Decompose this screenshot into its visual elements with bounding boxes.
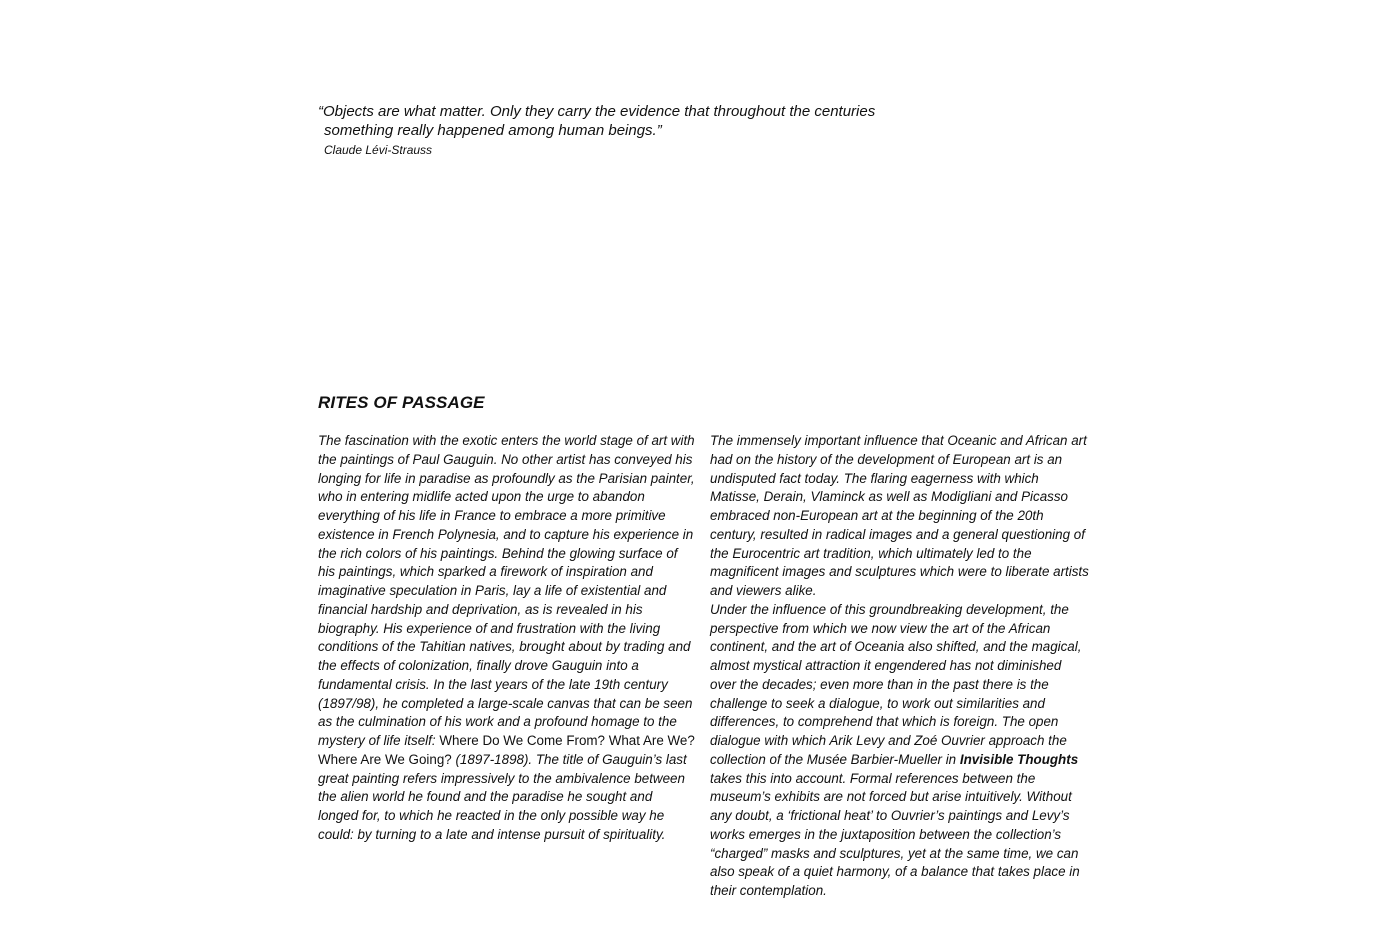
quote-text: “Objects are what matter. Only they carry the evidence that throughout the centuries something really happened among human beings.” <box>318 103 876 139</box>
left-paragraph-part-2: (1897-1898). The title of Gauguin’s last great painting refers impressively to the ambivalence between the alien world he found and the paradise he sought and longed for, to which he reacted in the only possible way he could: by turning to a late and intense pursuit of spirituality. <box>318 751 687 842</box>
section-title: RITES OF PASSAGE <box>318 393 485 412</box>
painting-title: Where Do We Come From? What Are We? Where Are We Going? <box>318 733 695 767</box>
quote-author: Claude Lévi-Strauss <box>324 143 433 157</box>
exhibition-title: Invisible Thoughts <box>959 751 1079 767</box>
right-paragraph-2 <box>710 601 1090 901</box>
left-paragraph <box>318 432 696 845</box>
right-paragraph-1: The immensely important influence that Oceanic and African art had on the history of the development of European art is an undisputed fact today. The flaring eagerness with which Matisse, Derain, Vlaminck as well as Modigliani and Picasso embraced non-European art at the beginning of the 20th century, resulted in radical images and a general questioning of the Eurocentric art tradition, which ultimately led to the magnificent images and sculptures which were to liberate artists and viewers alike. <box>710 433 1089 598</box>
left-paragraph-part-1: The fascination with the exotic enters the world stage of art with the paintings of Paul Gauguin. No other artist has conveyed his longing for life in paradise as profoundly as the Parisian painter, who in entering midlife acted upon the urge to abandon everything of his life in France to embrace a more primitive existence in French Polynesia, and to capture his experience in the rich colors of his paintings. Behind the glowing surface of his paintings, which sparked a firework of inspiration and imaginative speculation in Paris, lay a life of existential and financial hardship and deprivation, as is revealed in his biography. His experience of and frustration with the living conditions of the Tahitian natives, brought about by trading and the effects of colonization, finally drove Gauguin into a fundamental crisis. In the last years of the late 19th century (1897/98), he completed a large-scale canvas that can be seen as the culmination of his work and a profound homage to the mystery of life itself: <box>318 433 695 748</box>
right-paragraph-2-part-2: takes this into account. Formal references between the museum’s exhibits are not forced but arise intuitively. Without any doubt, a ‘frictional heat’ to Ouvrier’s paintings and Levy’s works emerges in the juxtaposition between the collection’s “charged” masks and sculptures, yet at the same time, we can also speak of a quiet harmony, of a balance that takes place in their contemplation. <box>710 770 1080 898</box>
right-column <box>710 432 1090 901</box>
right-paragraph-2-part-1: Under the influence of this groundbreaking development, the perspective from which we now view the art of the African continent, and the art of Oceania also shifted, and the magical, almost mystical attraction it engendered has not diminished over the decades; even more than in the past there is the challenge to seek a dialogue, to work out similarities and differences, to comprehend that which is foreign. The open dialogue with which Arik Levy and Zoé Ouvrier approach the collection of the Musée Barbier-Mueller in <box>710 601 1082 767</box>
epigraph-quote <box>318 102 938 158</box>
left-column <box>318 432 696 845</box>
